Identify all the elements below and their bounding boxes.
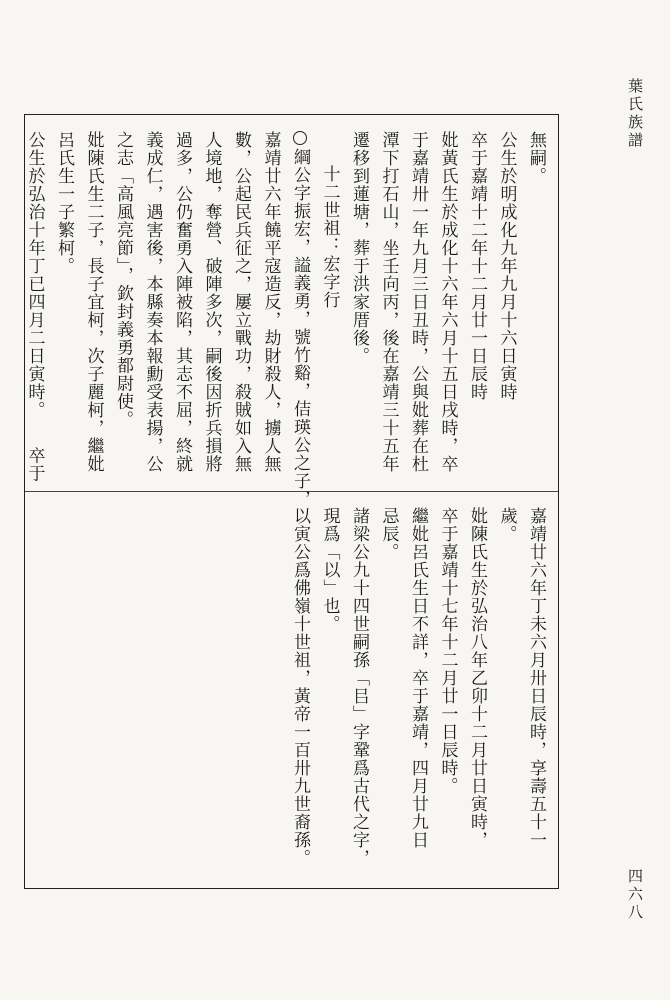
text-column: 公生於弘治十年丁已四月二日寅時。 卒于 xyxy=(24,131,45,483)
text-column: 忌辰。 xyxy=(378,507,399,561)
circle-marker-icon xyxy=(293,131,307,145)
text-column: 數，公起民兵征之，屢立戰功，殺賊如入無 xyxy=(231,131,251,473)
text-column: 以寅公爲佛嶺十世祖，黃帝一百卅九世裔孫。 xyxy=(290,507,310,867)
text-column: 呂氏生一子繁柯。 xyxy=(54,131,74,275)
book-title-header: 葉氏族譜 xyxy=(626,78,644,150)
section-divider xyxy=(25,491,558,492)
page-number: 四六八 xyxy=(626,868,644,922)
upper-text-block xyxy=(19,131,550,508)
text-column: 過多，公仍奮勇入陣被陷，其志不屈，終就 xyxy=(172,131,192,473)
text-column: 之志「高風亮節」，欽封義勇都尉使。 xyxy=(113,131,133,429)
text-column: 卒于嘉靖十二年十二月廿一日辰時 xyxy=(467,131,487,401)
text-column: 歲。 xyxy=(496,507,517,543)
text-column: 現爲「以」也。 xyxy=(319,507,340,633)
text-column: 妣陳氏生於弘治八年乙卯十二月廿日寅時， xyxy=(467,507,487,849)
text-column: 妣黃氏生於成化十六年六月十五日戌時，卒 xyxy=(437,131,458,473)
text-column: 義成仁，遇害後，本縣奏本報勳受表揚，公 xyxy=(142,131,163,473)
text-column: 嘉靖廿六年饒平寇造反，劫財殺人，擄人無 xyxy=(260,131,281,473)
text-column: 遷移到蓮塘，葬于洪家厝後。 xyxy=(349,131,369,365)
text-column: 潭下打石山，坐壬向丙，後在嘉靖三十五年 xyxy=(378,131,399,473)
generation-heading: 十二世祖：宏字行 xyxy=(319,165,340,309)
text-frame xyxy=(24,114,559,889)
text-column: 公生於明成化九年九月十六日寅時 xyxy=(496,131,517,401)
text-column: 諸梁公九十四世嗣孫「㠯」字鞏爲古代之字， xyxy=(349,507,369,867)
text-column: 卒于嘉靖十七年十二月廿一日辰時。 xyxy=(437,507,458,795)
text-column: 繼妣呂氏生日不詳，卒于嘉靖，四月廿九日 xyxy=(408,507,428,849)
text-column: 于嘉靖卅一年九月三日丑時，公與妣葬在杜 xyxy=(408,131,428,473)
lower-text-block xyxy=(285,507,551,877)
text-column: 嘉靖廿六年丁未六月卅日辰時，享壽五十一 xyxy=(526,507,546,849)
text-column: 妣陳氏生二子，長子宜柯，次子麗柯，繼妣 xyxy=(83,131,104,473)
text-column: 人境地，奪營、破陣多次，嗣後因折兵損將 xyxy=(201,131,222,473)
text-column: 無嗣。 xyxy=(526,131,546,185)
text-column: 綱公字振宏，謚義勇，號竹谿，佶瑛公之子， xyxy=(285,131,315,481)
